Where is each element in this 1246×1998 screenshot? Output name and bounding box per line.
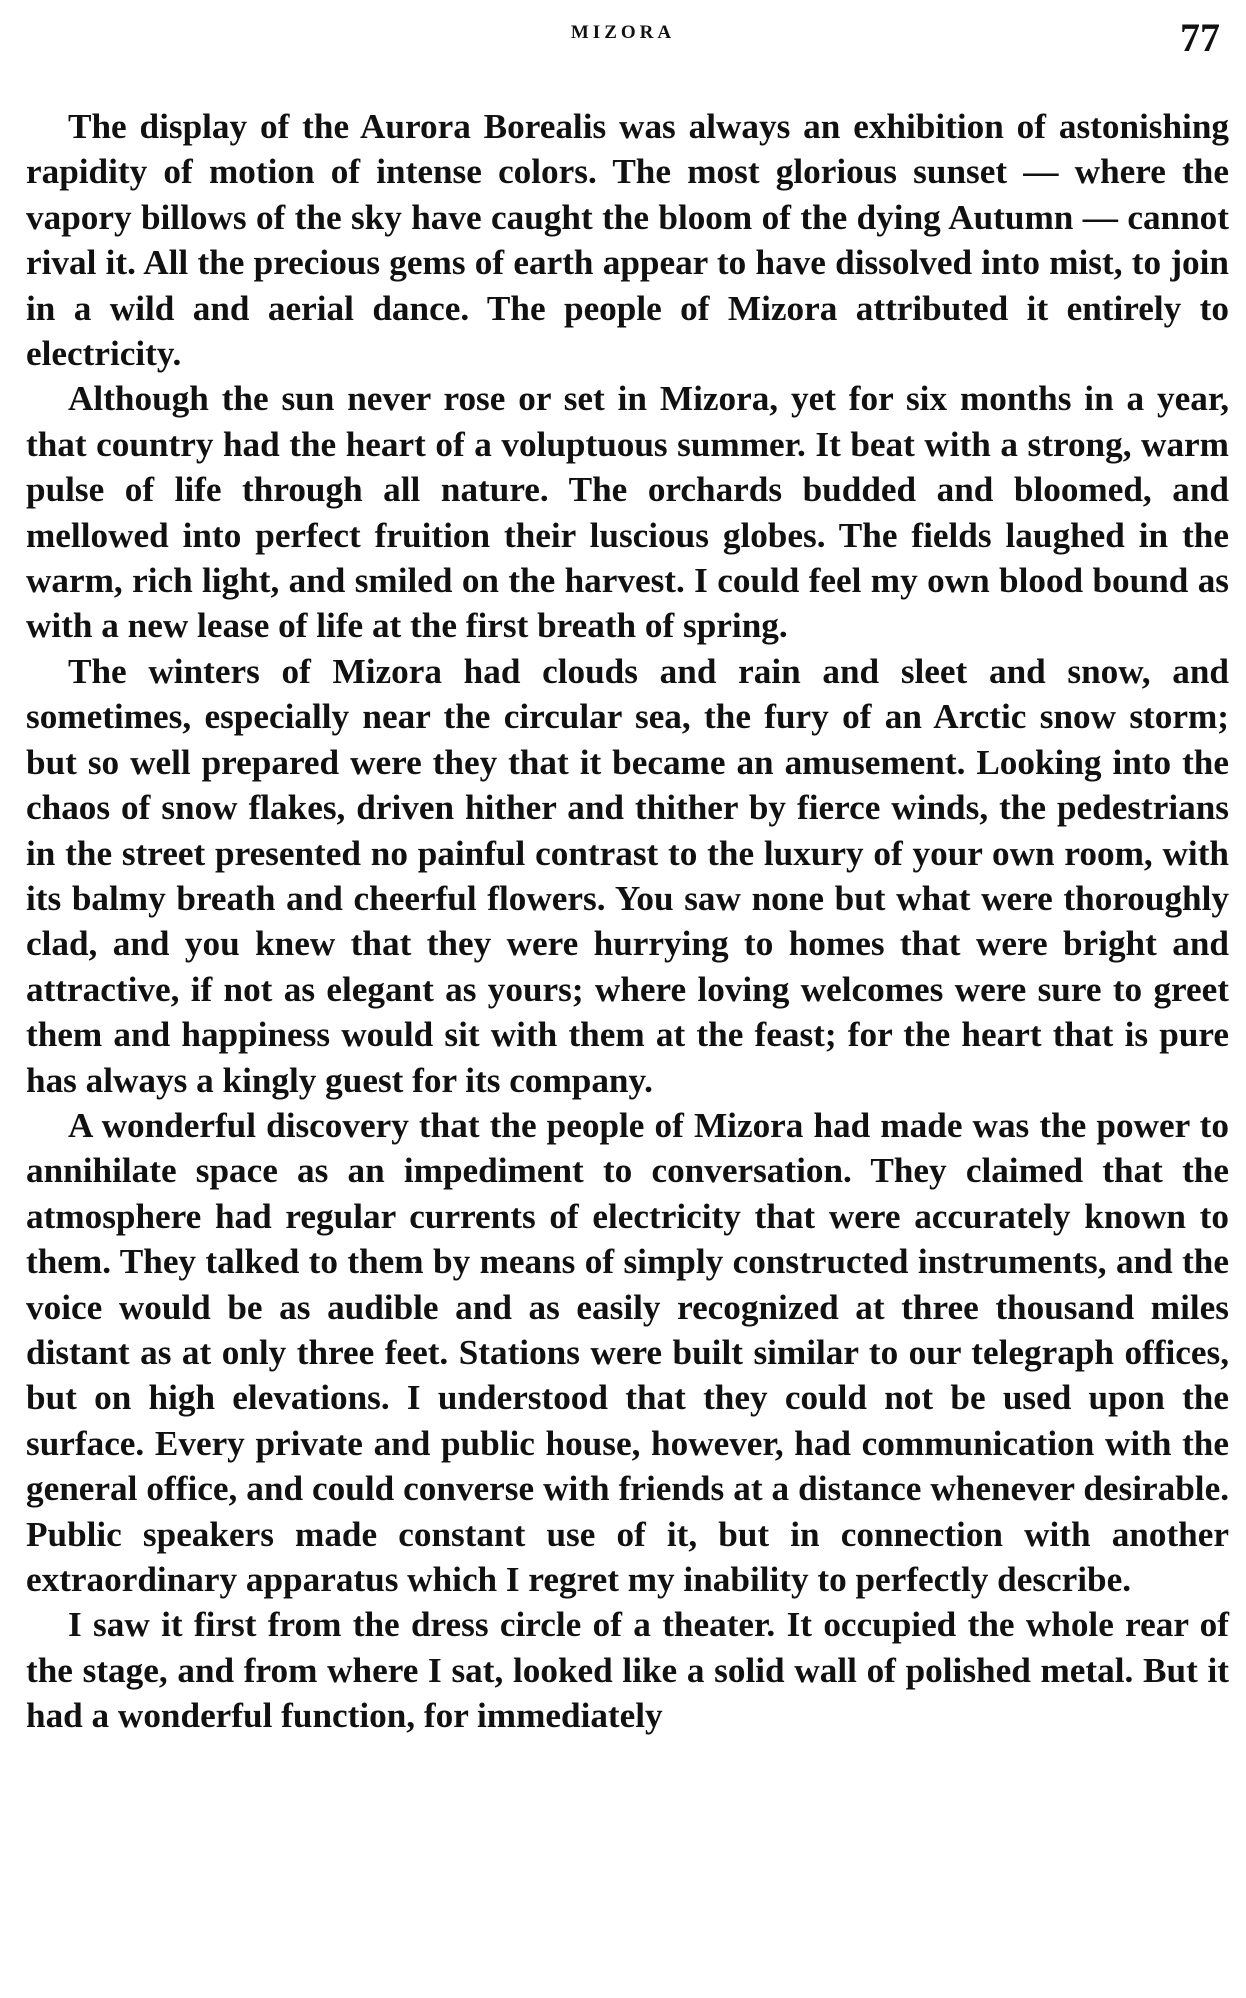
paragraph-discovery: A wonderful discovery that the people of Mizora had made was the power to annihilate space as an impediment to conversation. They claimed that the atmosphere had regular currents of electricity that were accurately known to them. They talked to them by means of simply constructed instruments, and the voice would be as audible and as easily recognized at three thousand miles distant as at only three feet. Stations were built similar to our telegraph offices, but on high elevations. I understood that they could not be used upon the surface. Every private and public house, however, had communication with the general office, and could converse with friends at a distance whenever desirable. Public speakers made constant use of it, but in connection with another extraordinary apparatus which I regret my inability to perfectly describe. <box>26 1105 1229 1599</box>
body-text <box>26 104 1229 1739</box>
paragraph-summer: Although the sun never rose or set in Mizora, yet for six months in a year, that country had the heart of a voluptuous summer. It beat with a strong, warm pulse of life through all nature. The orchards budded and bloomed, and mellowed into perfect fruition their luscious globes. The fields laughed in the warm, rich light, and smiled on the harvest. I could feel my own blood bound as with a new lease of life at the first breath of spring. <box>26 379 1229 646</box>
paragraph-aurora: The display of the Aurora Borealis was always an exhibition of astonishing rapidity of motion of intense colors. The most glorious sunset — where the vapory billows of the sky have caught the bloom of the dying Autumn — cannot rival it. All the precious gems of earth appear to have dissolved into mist, to join in a wild and aerial dance. The people of Mizora attributed it entirely to electricity. <box>26 107 1229 374</box>
paragraph-winters: The winters of Mizora had clouds and rain and sleet and snow, and sometimes, especially near the circular sea, the fury of an Arctic snow storm; but so well prepared were they that it became an amusement. Looking into the chaos of snow flakes, driven hither and thither by fierce winds, the pedestrians in the street presented no painful contrast to the luxury of your own room, with its balmy breath and cheerful flowers. You saw none but what were thoroughly clad, and you knew that they were hurrying to homes that were bright and attractive, if not as elegant as yours; where loving welcomes were sure to greet them and happiness would sit with them at the feast; for the heart that is pure has always a kingly guest for its company. <box>26 651 1229 1100</box>
running-head-title: MIZORA <box>570 22 676 43</box>
paragraph-theater: I saw it first from the dress circle of a theater. It occupied the whole rear of the stage, and from where I sat, looked like a solid wall of polished metal. But it had a wonderful function, for immediately <box>26 1605 1229 1736</box>
page-number: 77 <box>1180 15 1220 60</box>
